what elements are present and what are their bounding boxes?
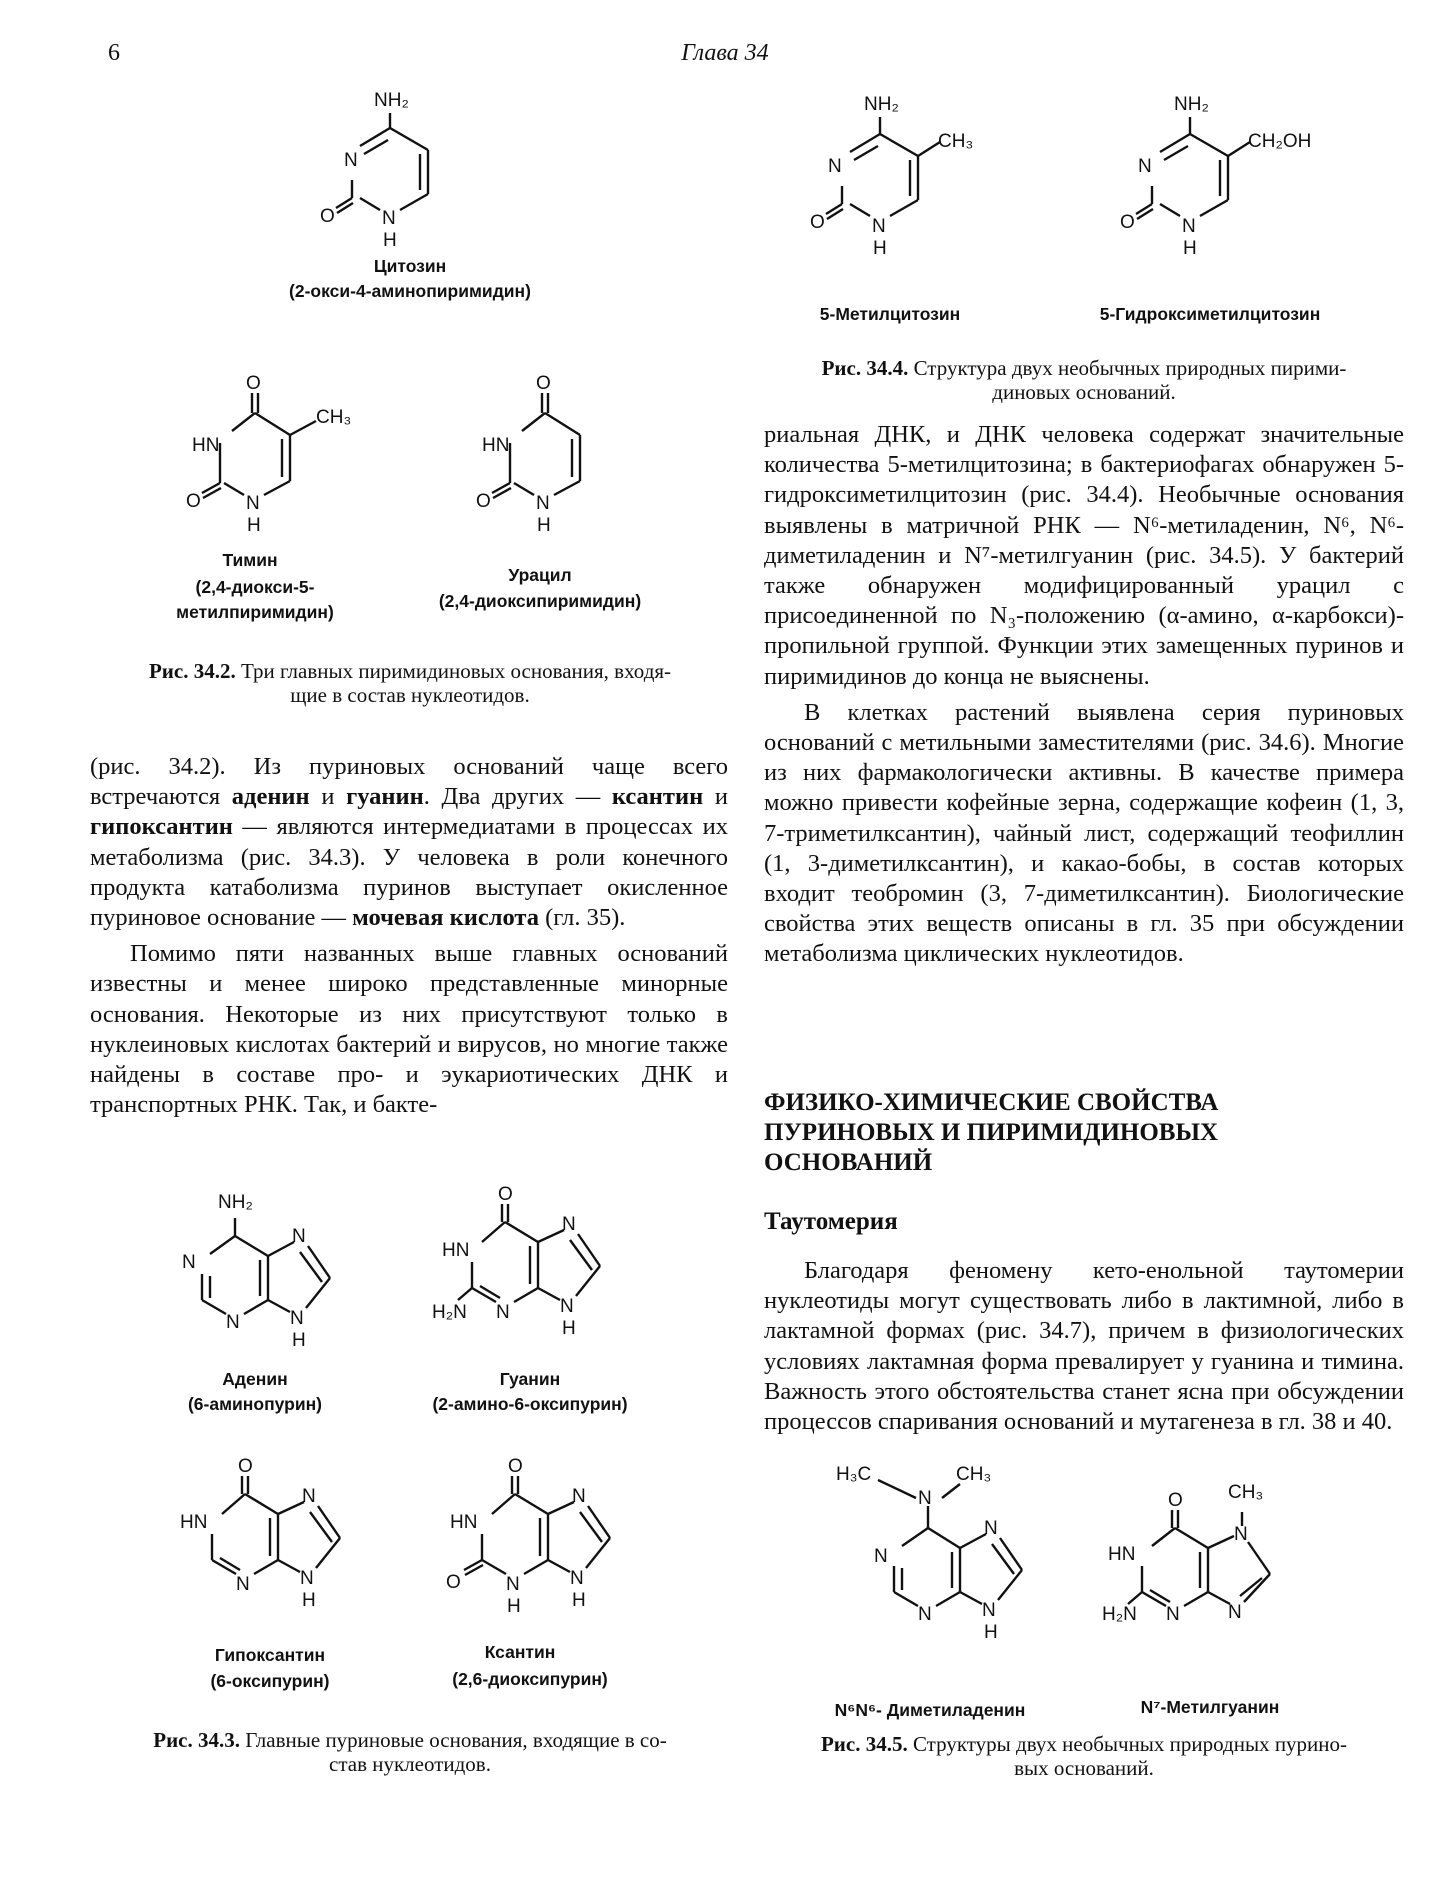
dimethyladenine-name: N⁶N⁶- Диметиладенин (834, 1700, 1026, 1720)
paragraph: риальная ДНК, и ДНК человека содержат значительные количества 5-метилцитозина; в бактериофагах обнаружен 5-гидроксиметилцитозин (рис. 34.4). Необычные основания выявлены в матричной РНК — N⁶-метиладенин, N⁶, N⁶-диметиладенин и N⁷-метилгуанин (рис. 34.5). У бактерий также обнаружен модифицированный урацил с присоединенной по N₃-положению (α-амино, α-карбокси)-пропильной группой. Функции этих замещенных пуринов и пиримидинов до конца не выяснены. (764, 421, 1404, 690)
atom-h: H (292, 1330, 306, 1351)
atom-n: N (828, 156, 842, 177)
thymine-formula-line1: (2,4-диокси-5- (195, 577, 315, 597)
thymine-structure (180, 373, 380, 545)
caption-text: диновых оснований. (992, 380, 1176, 404)
atom-n: N (236, 1574, 250, 1595)
atom-n: N (496, 1302, 510, 1323)
atom-n: N (226, 1312, 240, 1333)
atom-n: N (1234, 1524, 1248, 1545)
atom-n: N (562, 1214, 576, 1235)
adenine-structure (160, 1190, 370, 1370)
hypoxanthine-formula: (6-оксипурин) (210, 1671, 330, 1691)
atom-h: H (383, 230, 397, 251)
atom-h: H (247, 515, 261, 536)
atom-n: N (982, 1600, 996, 1621)
hydroxymethylcytosine-structure (1100, 92, 1340, 267)
atom-hn: HN (482, 435, 510, 456)
caption-text: став нуклеотидов. (329, 1752, 491, 1776)
xanthine-structure (440, 1456, 650, 1642)
atom-h: H (302, 1590, 316, 1611)
atom-n: N (1138, 156, 1152, 177)
atom-nh2: NH₂ (1174, 94, 1209, 115)
atom-nh2: NH₂ (218, 1192, 253, 1213)
atom-n: N (292, 1226, 306, 1247)
hypoxanthine-structure (170, 1456, 380, 1642)
atom-h: H (984, 1622, 998, 1643)
atom-n: N (918, 1604, 932, 1625)
caption-text: Главные пуриновые основания, входящие в со- (245, 1728, 667, 1752)
atom-o: O (1120, 212, 1135, 233)
atom-ch3: CH₃ (1228, 1482, 1264, 1503)
atom-n: N (572, 1486, 586, 1507)
atom-hn: HN (442, 1240, 470, 1261)
fig-34-3-caption (90, 1728, 730, 1776)
atom-n: N (918, 1488, 932, 1509)
xanthine-formula: (2,6-диоксипурин) (452, 1669, 608, 1689)
section-heading: ФИЗИКО-ХИМИЧЕСКИЕ СВОЙСТВА ПУРИНОВЫХ И ПИРИМИДИНОВЫХ ОСНОВАНИЙ (764, 1089, 1219, 1176)
atom-o: O (508, 1456, 523, 1477)
atom-hn: HN (192, 435, 220, 456)
atom-n: N (300, 1568, 314, 1589)
cytosine-name: Цитозин (373, 256, 447, 276)
left-column-text (90, 752, 728, 1120)
atom-nh2: NH₂ (864, 94, 899, 115)
guanine-formula: (2-амино-6-оксипурин) (432, 1394, 628, 1414)
atom-hn: HN (450, 1512, 478, 1533)
atom-n: N (536, 493, 550, 514)
methylguanine-name: N⁷-Метилгуанин (1140, 1697, 1280, 1717)
paragraph: В клетках растений выявлена серия пуриновых оснований с метильными заместителями (рис. 34.6). Многие из них фармакологически активны. В качестве примера можно привести кофейные зерна, содержащие кофеин (1, 3, 7-триметилксантин), чайный лист, содержащий теофиллин (1, 3-диметилксантин), и какао-бобы, в состав которых входит теобромин (3, 7-диметилксантин). Биологические свойства этих веществ описаны в гл. 35 при обсуждении метаболизма циклических нуклеотидов. (764, 698, 1404, 968)
atom-o: O (320, 206, 335, 227)
chapter-title: Глава 34 (681, 40, 769, 66)
uracil-structure (470, 373, 620, 545)
atom-n: N (1228, 1602, 1242, 1623)
atom-hn: HN (180, 1512, 208, 1533)
caption-text: Структуры двух необычных природных пурино- (912, 1732, 1348, 1756)
fig-34-2-caption (90, 659, 730, 707)
atom-n: N (570, 1568, 584, 1589)
thymine-name: Тимин (222, 550, 278, 570)
atom-n: N (560, 1296, 574, 1317)
cytosine-structure (300, 88, 480, 258)
atom-hn: HN (1108, 1544, 1136, 1565)
atom-o: O (536, 373, 551, 394)
atom-o: O (238, 1456, 253, 1477)
atom-n: N (506, 1574, 520, 1595)
caption-label: Рис. 34.5. (820, 1732, 908, 1756)
caption-text: щие в состав нуклеотидов. (290, 683, 530, 707)
atom-ch3: CH₃ (938, 131, 974, 152)
guanine-name: Гуанин (499, 1369, 561, 1389)
atom-n: N (290, 1308, 304, 1329)
adenine-name: Аденин (222, 1369, 288, 1389)
atom-o: O (186, 491, 201, 512)
fig-34-4-caption (764, 356, 1404, 404)
atom-ch2oh: CH₂OH (1248, 131, 1312, 152)
atom-n: N (872, 216, 886, 237)
dimethyladenine-structure (830, 1464, 1060, 1670)
cytosine-formula: (2-окси-4-аминопиримидин) (289, 281, 531, 301)
xanthine-name: Ксантин (484, 1642, 556, 1662)
atom-h: H (537, 515, 551, 536)
atom-h: H (1183, 238, 1197, 259)
atom-n: N (874, 1546, 888, 1567)
atom-o: O (498, 1184, 513, 1205)
paragraph: Благодаря феномену кето-енольной таутомерии нуклеотиды могут существовать либо в лактимной, либо в лактамной формах (рис. 34.7), причем в физиологических условиях лактамная форма превалирует у гуанина и тимина. Важность этого обстоятельства станет ясна при обсуждении процессов спаривания оснований и мутагенеза в гл. 38 и 40. (764, 1257, 1404, 1436)
caption-text: Структура двух необычных природных пирими- (913, 356, 1347, 380)
caption-label: Рис. 34.3. (153, 1728, 240, 1752)
methylcytosine-name: 5-Метилцитозин (819, 304, 961, 324)
atom-n: N (246, 493, 260, 514)
thymine-formula-line2: метилпиримидин) (176, 602, 334, 622)
caption-text: вых оснований. (1014, 1756, 1154, 1780)
uracil-name: Урацил (508, 565, 572, 585)
methylcytosine-structure (790, 92, 990, 267)
atom-h2n: H₂N (432, 1302, 467, 1323)
atom-o: O (810, 212, 825, 233)
caption-label: Рис. 34.2. (148, 659, 236, 683)
uracil-formula: (2,4-диоксипиримидин) (438, 591, 642, 611)
adenine-formula: (6-аминопурин) (187, 1394, 322, 1414)
subheading: Таутомерия (764, 1208, 898, 1235)
atom-o: O (1168, 1490, 1183, 1511)
atom-o: O (246, 373, 261, 394)
right-column-text (764, 420, 1404, 970)
hypoxanthine-name: Гипоксантин (214, 1645, 326, 1665)
atom-n: N (344, 150, 358, 171)
atom-n: N (984, 1518, 998, 1539)
atom-o: O (446, 1572, 461, 1593)
methylguanine-structure (1100, 1480, 1330, 1660)
atom-ch3: CH₃ (316, 407, 352, 428)
atom-n: N (182, 1252, 196, 1273)
atom-o: O (476, 491, 491, 512)
guanine-structure (430, 1184, 650, 1370)
hydroxymethylcytosine-name: 5-Гидроксиметилцитозин (1099, 304, 1321, 324)
paragraph: Помимо пяти названных выше главных оснований известны и менее широко представленные минорные основания. Некоторые из них присутствуют только в нуклеиновых кислотах бактерий и вирусов, но многие также найдены в составе про- и эукариотических ДНК и транспортных РНК. Так, и бакте- (90, 940, 728, 1119)
atom-nh2: NH₂ (374, 90, 409, 111)
atom-n: N (1166, 1604, 1180, 1625)
atom-h3c: H₃C (836, 1464, 872, 1485)
atom-h2n: H₂N (1102, 1604, 1137, 1625)
atom-h: H (873, 238, 887, 259)
caption-text: Три главных пиримидиновых основания, входя- (240, 659, 672, 683)
atom-h: H (507, 1596, 521, 1617)
atom-n: N (302, 1486, 316, 1507)
atom-h: H (562, 1318, 576, 1339)
atom-n: N (382, 208, 396, 229)
atom-h: H (572, 1590, 586, 1611)
paragraph: (рис. 34.2). Из пуриновых оснований чаще всего встречаются аденин и гуанин. Два других — ксантин и гипоксантин — являются интермедиатами в процессах их метаболизма (рис. 34.3). У человека в роли конечного продукта катаболизма пуринов выступает окисленное пуриновое основание — мочевая кислота (гл. 35). (90, 753, 728, 932)
page-number: 6 (108, 40, 120, 66)
atom-n: N (1182, 216, 1196, 237)
atom-ch3: CH₃ (956, 1464, 992, 1485)
fig-34-5-caption (764, 1732, 1404, 1780)
caption-label: Рис. 34.4. (821, 356, 909, 380)
right-column-text-2 (764, 1256, 1404, 1437)
